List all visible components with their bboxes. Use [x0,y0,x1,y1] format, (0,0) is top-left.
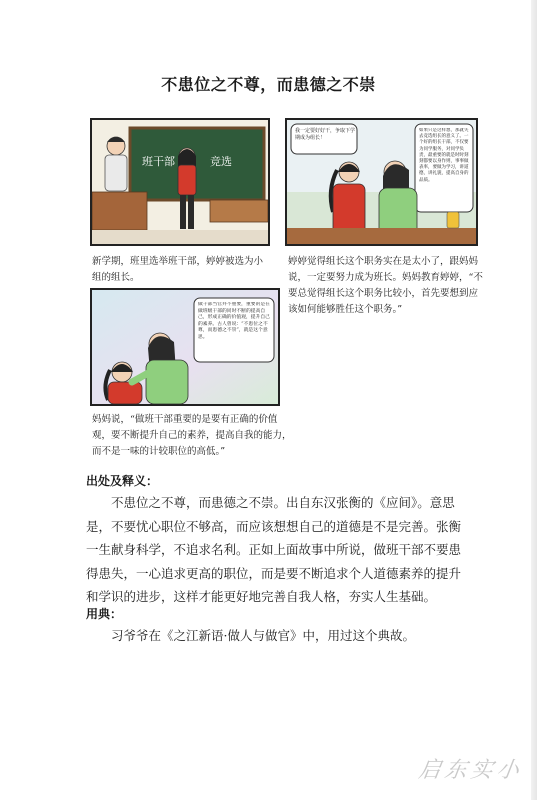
usage-paragraph [86,624,470,648]
caption-3: 妈妈说，“做班干部重要的是要有正确的价值观，要不断提升自己的素养，提高自我的能力，而不是一味的计较职位的高低。” [92,414,292,457]
caption-1: 新学期，班里选举班干部，婷婷被选为小组的组长。 [92,256,264,283]
caption-2: 婷婷觉得组长这个职务实在是太小了，跟妈妈说，一定要努力成为班长。妈妈教育婷婷，“不要总觉得组长这个职务比较小，首先要想到应该如何能够胜任这个职务。” [288,256,483,315]
usage-heading: 用典： [86,607,123,621]
page-edge [531,0,537,800]
speech-bubble-mother: 如果只是这样想，那就失去竞选组长的意义了。一个好的组长干部，不仅要为同学服务，对同学负责，最重要的就是时时刻刻都要以身作则，事事做表率，要做为学习，讲道德，讲礼貌，提高自身的品质。 [419,128,469,183]
watermark-logo: 启东实小 [416,758,525,783]
comic-panel-2 [285,118,478,246]
speech-bubble-mother-advice: 做干部当官并不重要，重要的是在做班级干部的同时不断的提高自己，形成正确的价值观，提升自己的素养。古人曾说：“不患位之不尊，而患德之不崇”，就是这个意思。 [198,302,270,340]
comic-panel-1 [90,118,270,246]
origin-text: 不患位之不尊，而患德之不崇。出自东汉张衡的《应间》。意思是，不要忧心职位不够高，而应该想想自己的道德是不是完善。张衡一生献身科学，不追求名利。正如上面故事中所说，做班干部不要患得患失，一心追求更高的职位，而是要不断追求个人道德素养的提升和学识的进步，这样才能更好地完善自我人格，夯实人生基础。 [86,495,462,604]
board-text-1: 班干部 [142,155,175,168]
classroom-illustration [92,120,268,244]
comic-panel-3 [90,288,280,406]
page-title: 不患位之不尊，而患德之不崇 [161,75,376,94]
origin-heading: 出处及释义： [86,474,159,488]
speech-bubble-daughter: 我一定要好好干，争取下学期成为组长！ [295,128,356,141]
usage-text: 习爷爷在《之江新语·做人与做官》中，用过这个典故。 [111,628,415,643]
origin-paragraph [86,491,470,609]
board-text-2: 竞选 [210,155,232,168]
